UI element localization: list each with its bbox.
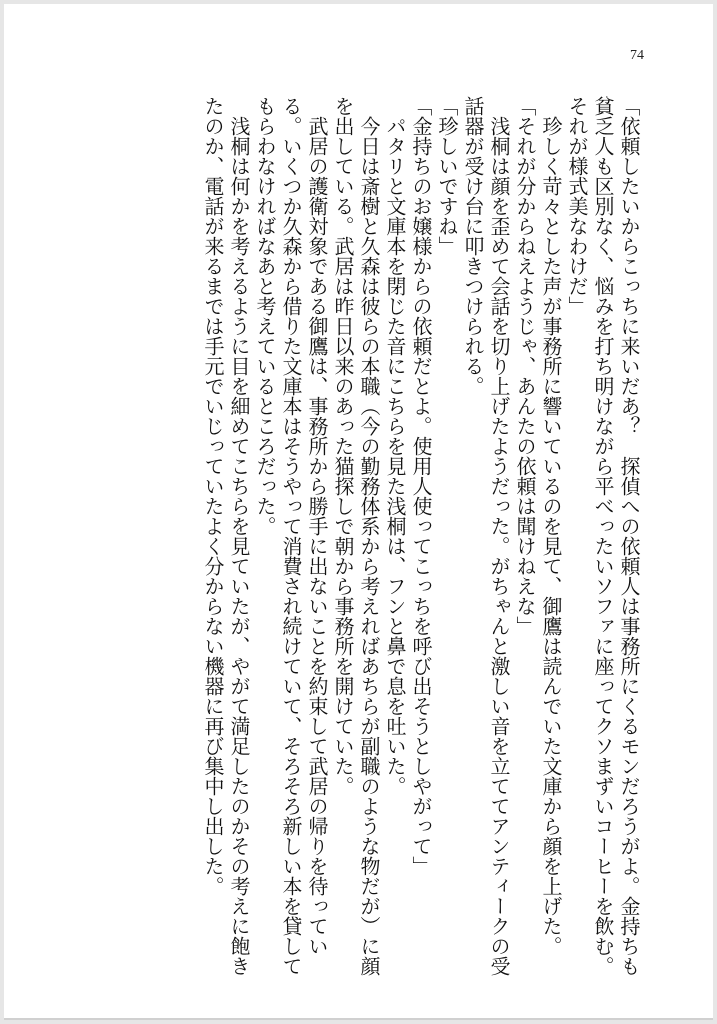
paragraph: 「依頼したいからこっちに来いだあ？ 探偵への依頼人は事務所にくるモンだろうがよ。金持ちも貧乏人も区別なく、悩みを打ち明けながら平べったいソファに座ってクソまずいコーヒーを飲む。それが様式美なわけだ」 bbox=[565, 96, 641, 976]
paragraph: 「珍しいですね」 bbox=[435, 96, 459, 256]
paragraph: 浅桐は何かを考えるように目を細めてこちらを見ていたが、やがて満足したのかその考えに飽きたのか、電話が来るまでは手元でいじっていたよく分からない機器に再び集中し出した。 bbox=[201, 96, 251, 976]
paragraph: 「金持ちのお嬢様からの依頼だとよ。使用人使ってこっちを呼び出そうとしやがって」 bbox=[409, 96, 433, 876]
paragraph: 今日は斎樹と久森は彼らの本職（今の勤務体系から考えればあちらが副職のような物だが）に顔を出している。武居は昨日以来のあった猫探しで朝から事務所を開けていた。 bbox=[331, 96, 381, 976]
vertical-body-text bbox=[122, 96, 642, 976]
paragraph: パタリと文庫本を閉じた音にこちらを見た浅桐は、フンと鼻で息を吐いた。 bbox=[383, 96, 407, 796]
paragraph: 浅桐は顔を歪めて会話を切り上げたようだった。がちゃんと激しい音を立ててアンティークの受話器が受け台に叩きつけられる。 bbox=[461, 96, 511, 976]
paragraph: 「それが分からねえようじゃ、あんたの依頼は聞けねえな」 bbox=[513, 96, 537, 636]
paragraph: 武居の護衛対象である御鷹は、事務所から勝手に出ないことを約束して武居の帰りを待っている。いくつか久森から借りた文庫本はそうやって消費され続けていて、そろそろ新しい本を貸してもらわなければなあと考えているところだった。 bbox=[253, 96, 329, 976]
page-bottom-border bbox=[4, 1018, 713, 1020]
book-page bbox=[4, 4, 713, 1020]
page-number: 74 bbox=[630, 48, 644, 63]
paragraph: 珍しく苛々とした声が事務所に響いているのを見て、御鷹は読んでいた文庫から顔を上げた。 bbox=[539, 96, 563, 956]
